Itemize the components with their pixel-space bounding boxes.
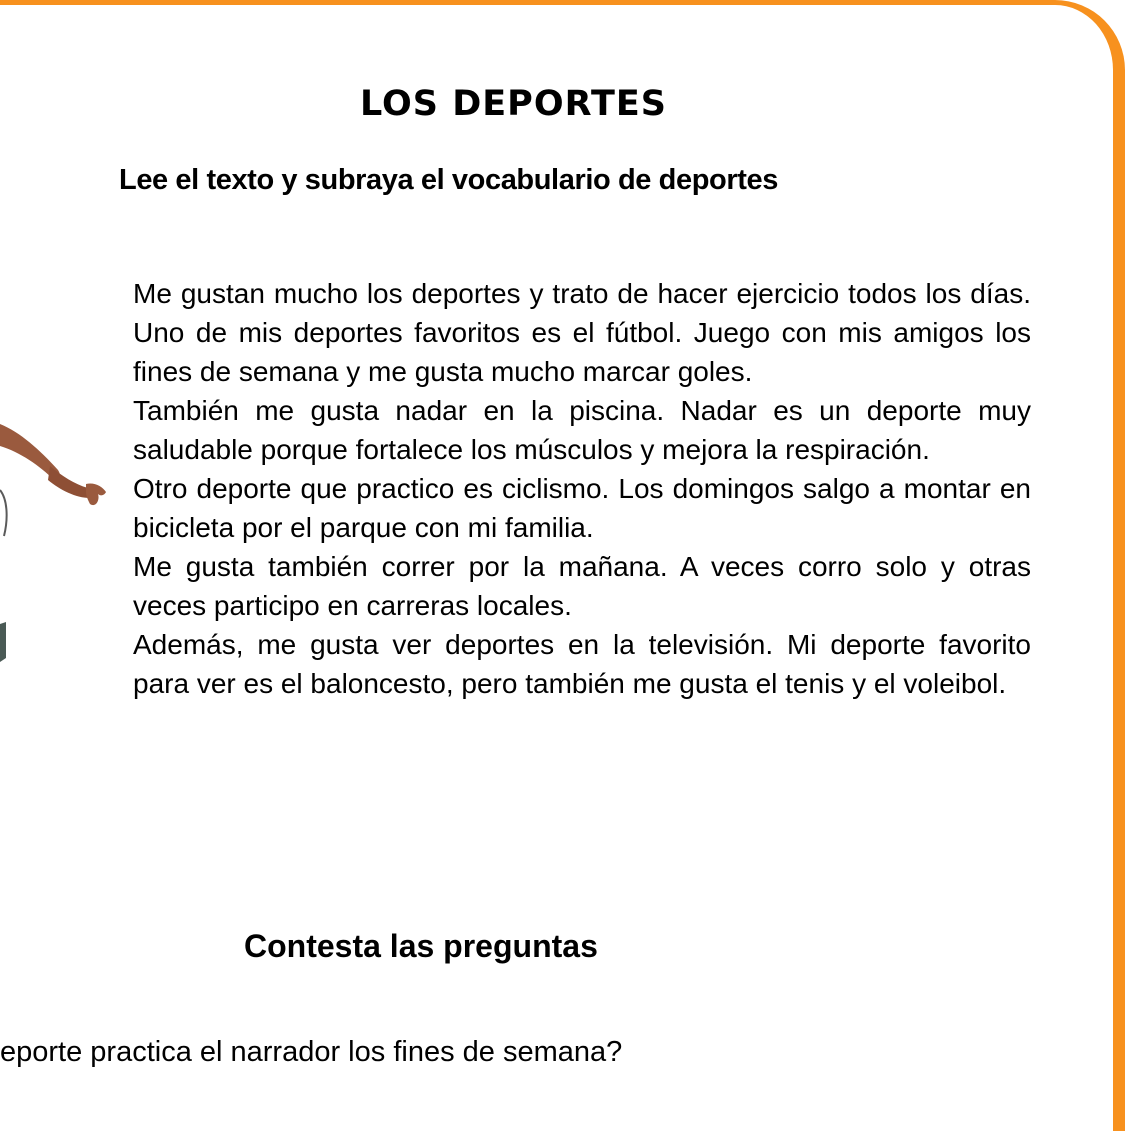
reading-paragraph: Además, me gusta ver deportes en la televisión. Mi deporte favorito para ver es el baloncesto, pero también me gusta el tenis y el voleibol. <box>133 629 1031 699</box>
question-1: eporte practica el narrador los fines de semana? <box>0 1036 623 1068</box>
questions-heading: Contesta las preguntas <box>244 928 598 964</box>
reading-paragraph: Me gusta también correr por la mañana. A veces corro solo y otras veces participo en carreras locales. <box>133 551 1031 621</box>
athlete-figure-icon <box>0 410 120 670</box>
instruction-heading: Lee el texto y subraya el vocabulario de deportes <box>119 164 778 196</box>
reading-paragraph: Otro deporte que practico es ciclismo. Los domingos salgo a montar en bicicleta por el parque con mi familia. <box>133 473 1031 543</box>
reading-paragraph: Me gustan mucho los deportes y trato de hacer ejercicio todos los días. Uno de mis deportes favoritos es el fútbol. Juego con mis amigos los fines de semana y me gusta mucho marcar goles. <box>133 278 1031 387</box>
page-title: LOS DEPORTES <box>360 84 667 124</box>
reading-paragraph: También me gusta nadar en la piscina. Nadar es un deporte muy saludable porque fortalece los músculos y mejora la respiración. <box>133 395 1031 465</box>
reading-text <box>133 274 1031 703</box>
